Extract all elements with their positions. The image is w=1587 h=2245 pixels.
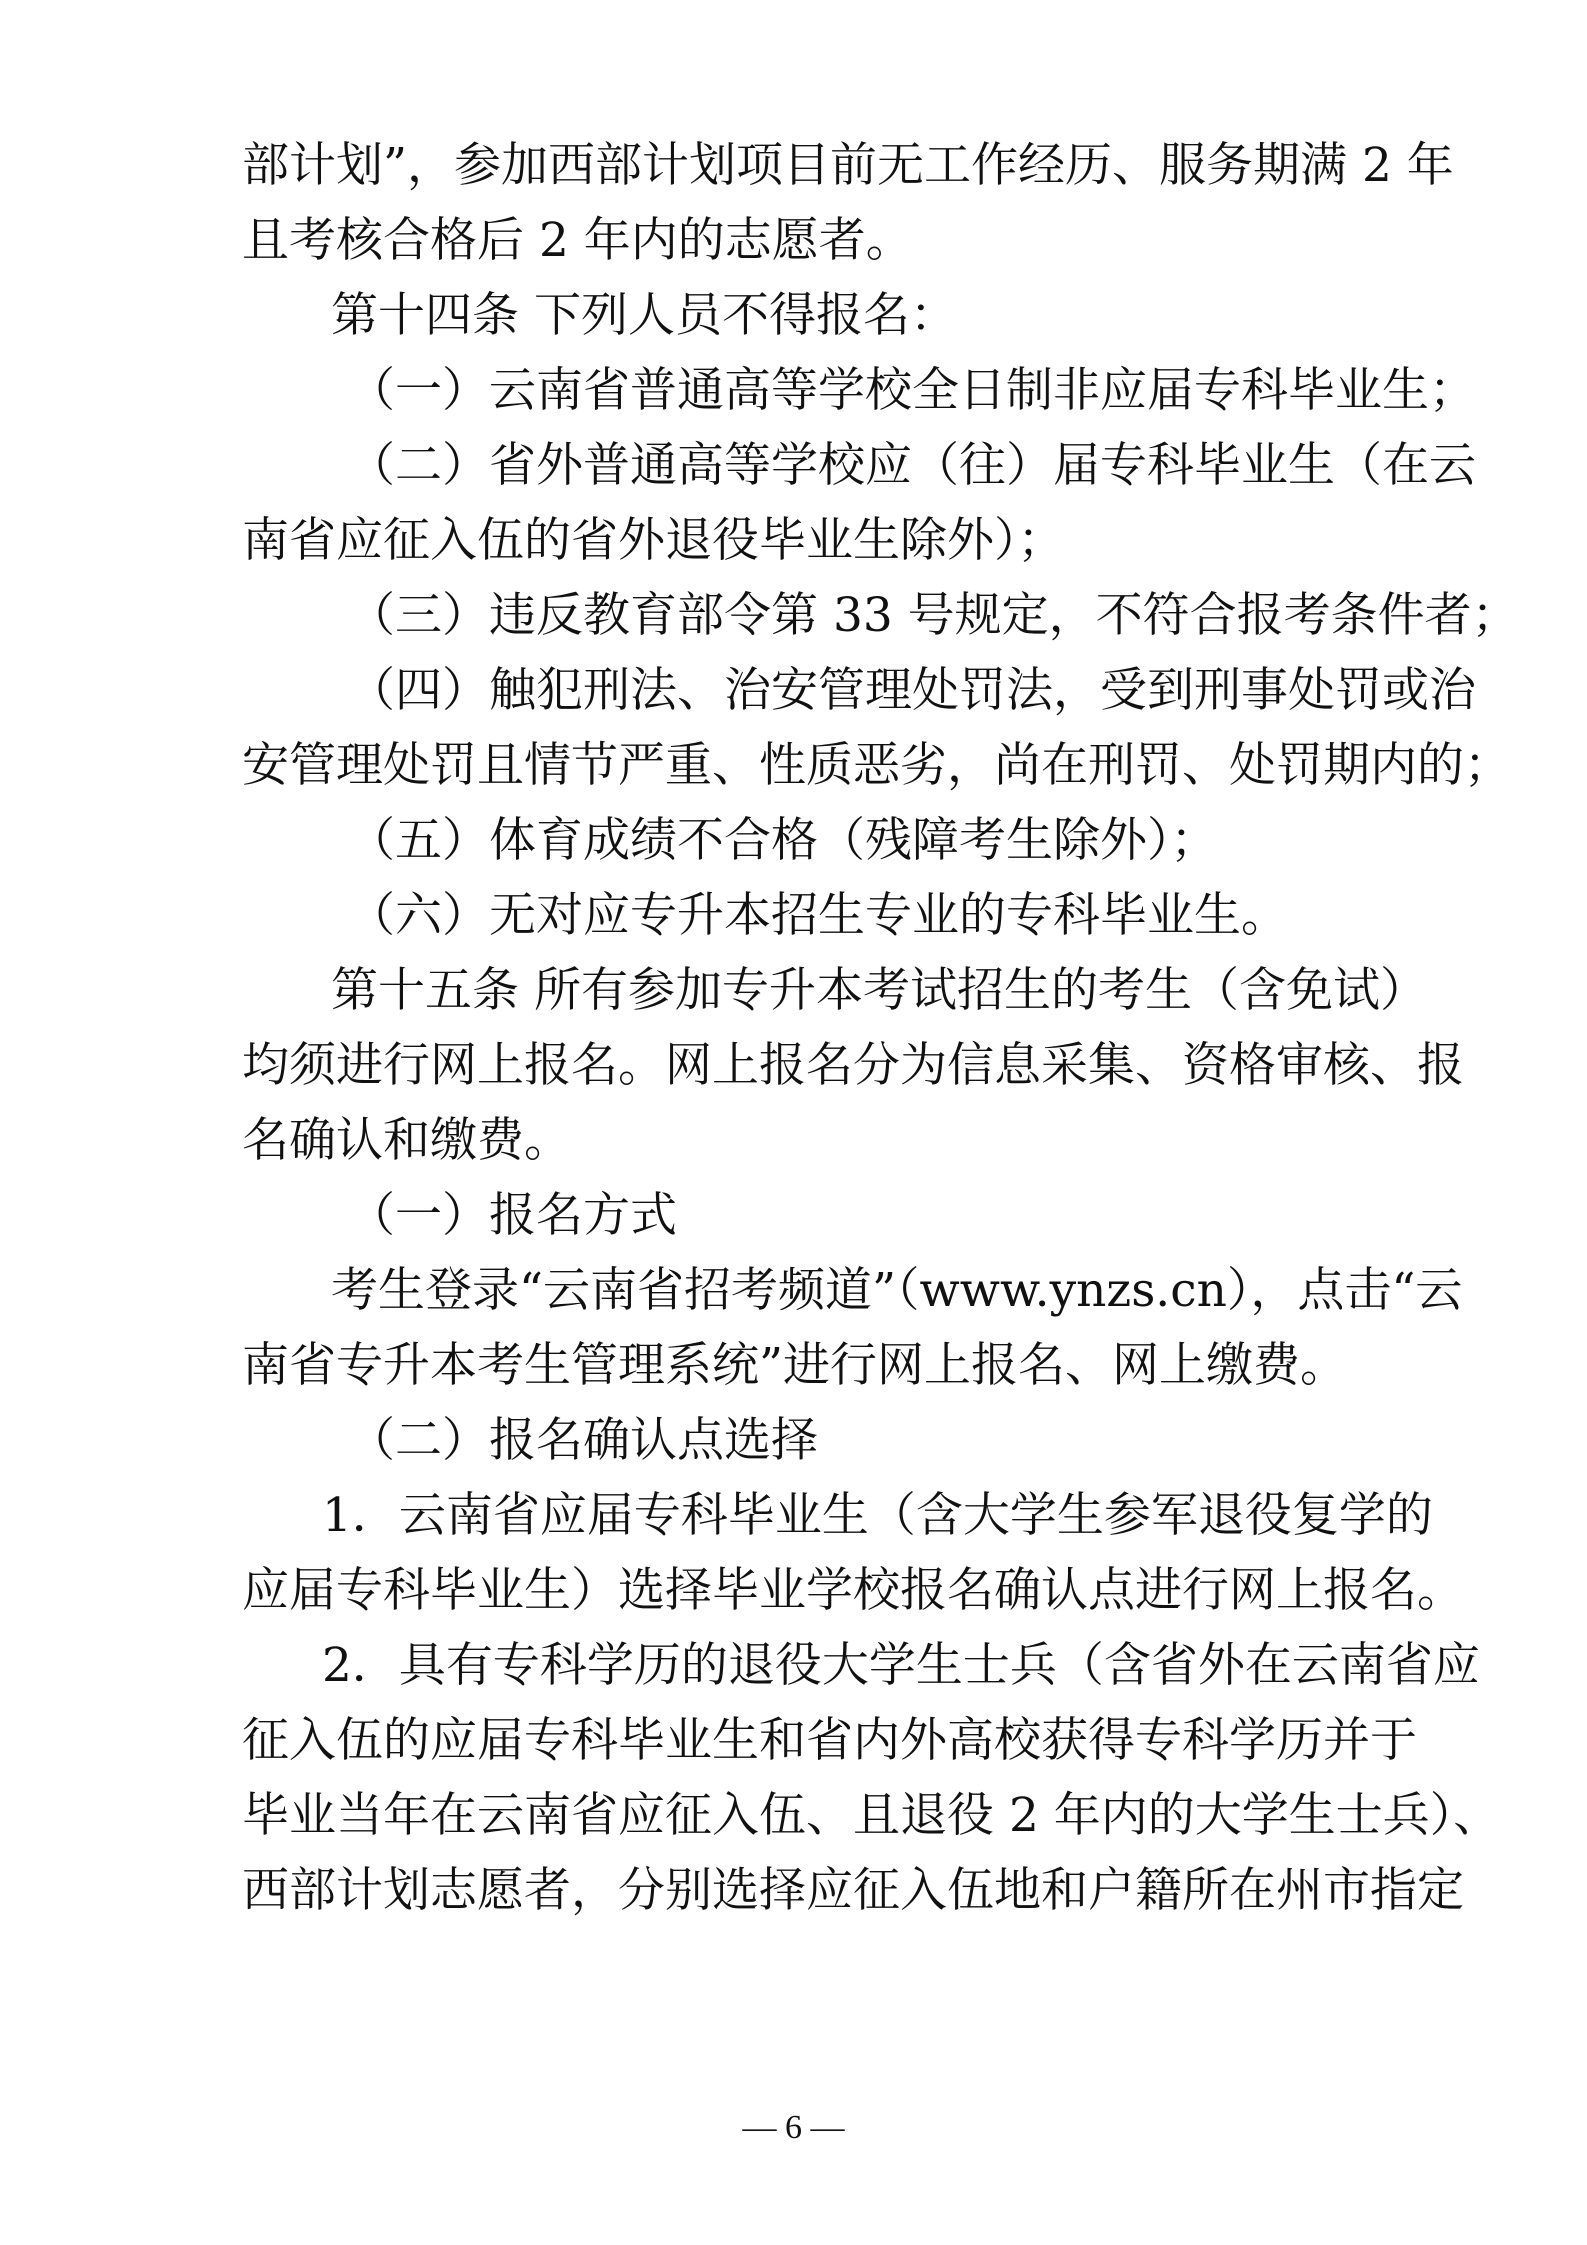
page-number: — 6 — — [742, 2109, 845, 2146]
article-15-line-3: 名确认和缴费。 — [242, 1113, 571, 1168]
list-item-4-line-1: （四）触犯刑法、治安管理处罚法，受到刑事处罚或治 — [348, 663, 1476, 718]
article-15-line-1: 第十五条 所有参加专升本考试招生的考生（含免试） — [331, 963, 1427, 1018]
item-2-line-4: 西部计划志愿者，分别选择应征入伍地和户籍所在州市指定 — [242, 1863, 1464, 1918]
registration-method-line-2: 南省专升本考生管理系统”进行网上报名、网上缴费。 — [242, 1338, 1348, 1393]
section-confirmation-point: （二）报名确认点选择 — [348, 1413, 818, 1468]
article-14-heading: 第十四条 下列人员不得报名： — [331, 288, 957, 343]
item-2-line-2: 征入伍的应届专科毕业生和省内外高校获得专科学历并于 — [242, 1713, 1417, 1768]
paragraph-line-1: 部计划”，参加西部计划项目前无工作经历、服务期满 2 年 — [242, 138, 1454, 193]
list-item-3: （三）违反教育部令第 33 号规定，不符合报考条件者； — [348, 588, 1519, 643]
section-registration-method: （一）报名方式 — [348, 1188, 677, 1243]
list-item-2-line-2: 南省应征入伍的省外退役毕业生除外）； — [242, 513, 1065, 568]
list-item-4-line-2: 安管理处罚且情节严重、性质恶劣，尚在刑罚、处罚期内的； — [242, 738, 1511, 793]
item-2-line-1: 2．具有专科学历的退役大学生士兵（含省外在云南省应 — [322, 1638, 1480, 1693]
list-item-6: （六）无对应专升本招生专业的专科毕业生。 — [348, 888, 1288, 943]
list-item-5: （五）体育成绩不合格（残障考生除外）； — [348, 813, 1218, 868]
article-15-line-2: 均须进行网上报名。网上报名分为信息采集、资格审核、报 — [242, 1038, 1464, 1093]
paragraph-line-2: 且考核合格后 2 年内的志愿者。 — [242, 213, 913, 268]
item-2-line-3: 毕业当年在云南省应征入伍、且退役 2 年内的大学生士兵）、 — [242, 1788, 1501, 1843]
list-item-2-line-1: （二）省外普通高等学校应（往）届专科毕业生（在云 — [348, 438, 1476, 493]
registration-method-line-1: 考生登录“云南省招考频道”（www.ynzs.cn），点击“云 — [331, 1263, 1463, 1318]
item-1-line-2: 应届专科毕业生）选择毕业学校报名确认点进行网上报名。 — [242, 1563, 1464, 1618]
list-item-1: （一）云南省普通高等学校全日制非应届专科毕业生； — [348, 363, 1476, 418]
item-1-line-1: 1．云南省应届专科毕业生（含大学生参军退役复学的 — [322, 1488, 1433, 1543]
